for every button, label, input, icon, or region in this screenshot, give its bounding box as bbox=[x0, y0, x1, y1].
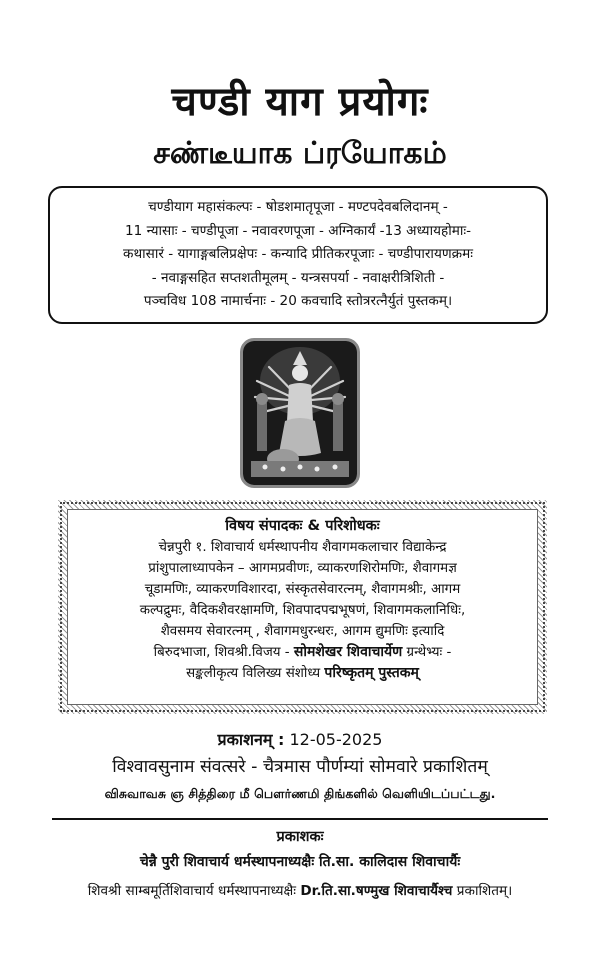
editor-name: सोमशेखर शिवाचार्येण bbox=[293, 644, 403, 660]
contents-line: 11 न्यासाः - चण्डीपूजा - नवावरणपूजा - अग्निकार्यं -13 अध्यायहोमाः- bbox=[124, 222, 472, 239]
editor-line6-post: ग्रन्थेभ्यः - bbox=[406, 645, 452, 660]
title-sanskrit: चण्डी याग प्रयोगः bbox=[171, 79, 429, 125]
title-tamil: சண்டீயாக ப்ரயோகம் bbox=[153, 136, 447, 171]
editor-line6-pre: बिरुदभाजा, शिवश्री.विजय - bbox=[153, 645, 290, 660]
publisher-line2-pre: शिवश्री साम्बमूर्तिशिवाचार्य धर्मस्थापनाध्यक्षैः bbox=[87, 883, 296, 899]
publication-date-value: 12-05-2025 bbox=[289, 730, 383, 749]
deity-illustration-icon bbox=[243, 341, 357, 485]
publisher-line2-post: प्रकाशितम्। bbox=[456, 883, 513, 899]
editor-line: चूडामणिः, व्याकरणविशारदा, संस्कृतसेवारत्नम्, शैवागमश्रीः, आगम bbox=[144, 582, 461, 597]
publisher-line2-bold: Dr.ति.सा.षण्मुख शिवाचार्यैश्च bbox=[300, 883, 453, 899]
editor-box bbox=[58, 500, 547, 714]
editor-line: कल्पद्रुमः, वैदिकशैवरक्षामणि, शिवपादपद्मभूषणं, शिवागमकलानिधिः, bbox=[139, 603, 466, 618]
publication-date bbox=[0, 728, 600, 750]
editor-line bbox=[68, 663, 537, 684]
deity-image bbox=[240, 338, 360, 488]
publication-tamil-line: விசுவாவசு ஞ சித்திரை மீ பௌர்ணமி திங்களில் வெளியிடப்பட்டது. bbox=[104, 786, 496, 801]
contents-box bbox=[48, 186, 548, 324]
editor-book-label: परिष्कृतम् पुस्तकम् bbox=[324, 665, 419, 681]
contents-line: - नवाङ्गसहित सप्तशतीमूलम् - यन्त्रसपर्या - नवाक्षरीत्रिशिती - bbox=[151, 269, 445, 286]
publisher-line-1: चेन्नै पुरी शिवाचार्य धर्मस्थापनाध्यक्षैः ति.सा. कालिदास शिवाचार्यैः bbox=[139, 854, 461, 870]
editor-heading: विषय संपादकः & परिशोधकः bbox=[225, 518, 380, 534]
editor-line: चेन्नपुरी १. शिवाचार्य धर्मस्थापनीय शैवागमकलाचार विद्याकेन्द्र bbox=[158, 540, 447, 555]
publication-sanskrit-line: विश्वावसुनाम संवत्सरे - चैत्रमास पौर्णम्यां सोमवारे प्रकाशितम् bbox=[112, 757, 488, 777]
editor-line7-pre: सङ्कलीकृत्य विलिख्य संशोध्य bbox=[186, 666, 321, 681]
publisher-heading: प्रकाशकः bbox=[276, 829, 324, 845]
publication-date-label: प्रकाशनम् : bbox=[217, 730, 285, 749]
contents-line: पञ्चविध 108 नामार्चनाः - 20 कवचादि स्तोत्ररत्नैर्युतं पुस्तकम्। bbox=[143, 293, 453, 309]
editor-line: शैवसमय सेवारत्नम् , शैवागमधुरन्धरः, आगम द्युमणिः इत्यादि bbox=[160, 624, 445, 639]
editor-line bbox=[68, 642, 537, 663]
contents-line: कथासारं - यागाङ्गबलिप्रक्षेपः - कन्यादि प्रीतिकरपूजाः - चण्डीपारायणक्रमः bbox=[123, 246, 473, 262]
publisher-line-2 bbox=[0, 880, 600, 899]
editor-box-content bbox=[67, 509, 538, 705]
contents-line: चण्डीयाग महासंकल्पः - षोडशमातृपूजा - मण्टपदेवबलिदानम् - bbox=[148, 199, 448, 215]
editor-line: प्रांशुपालाध्यापकेन – आगमप्रवीणः, व्याकरणशिरोमणिः, शैवागमज्ञ bbox=[148, 561, 457, 576]
divider bbox=[52, 818, 548, 820]
